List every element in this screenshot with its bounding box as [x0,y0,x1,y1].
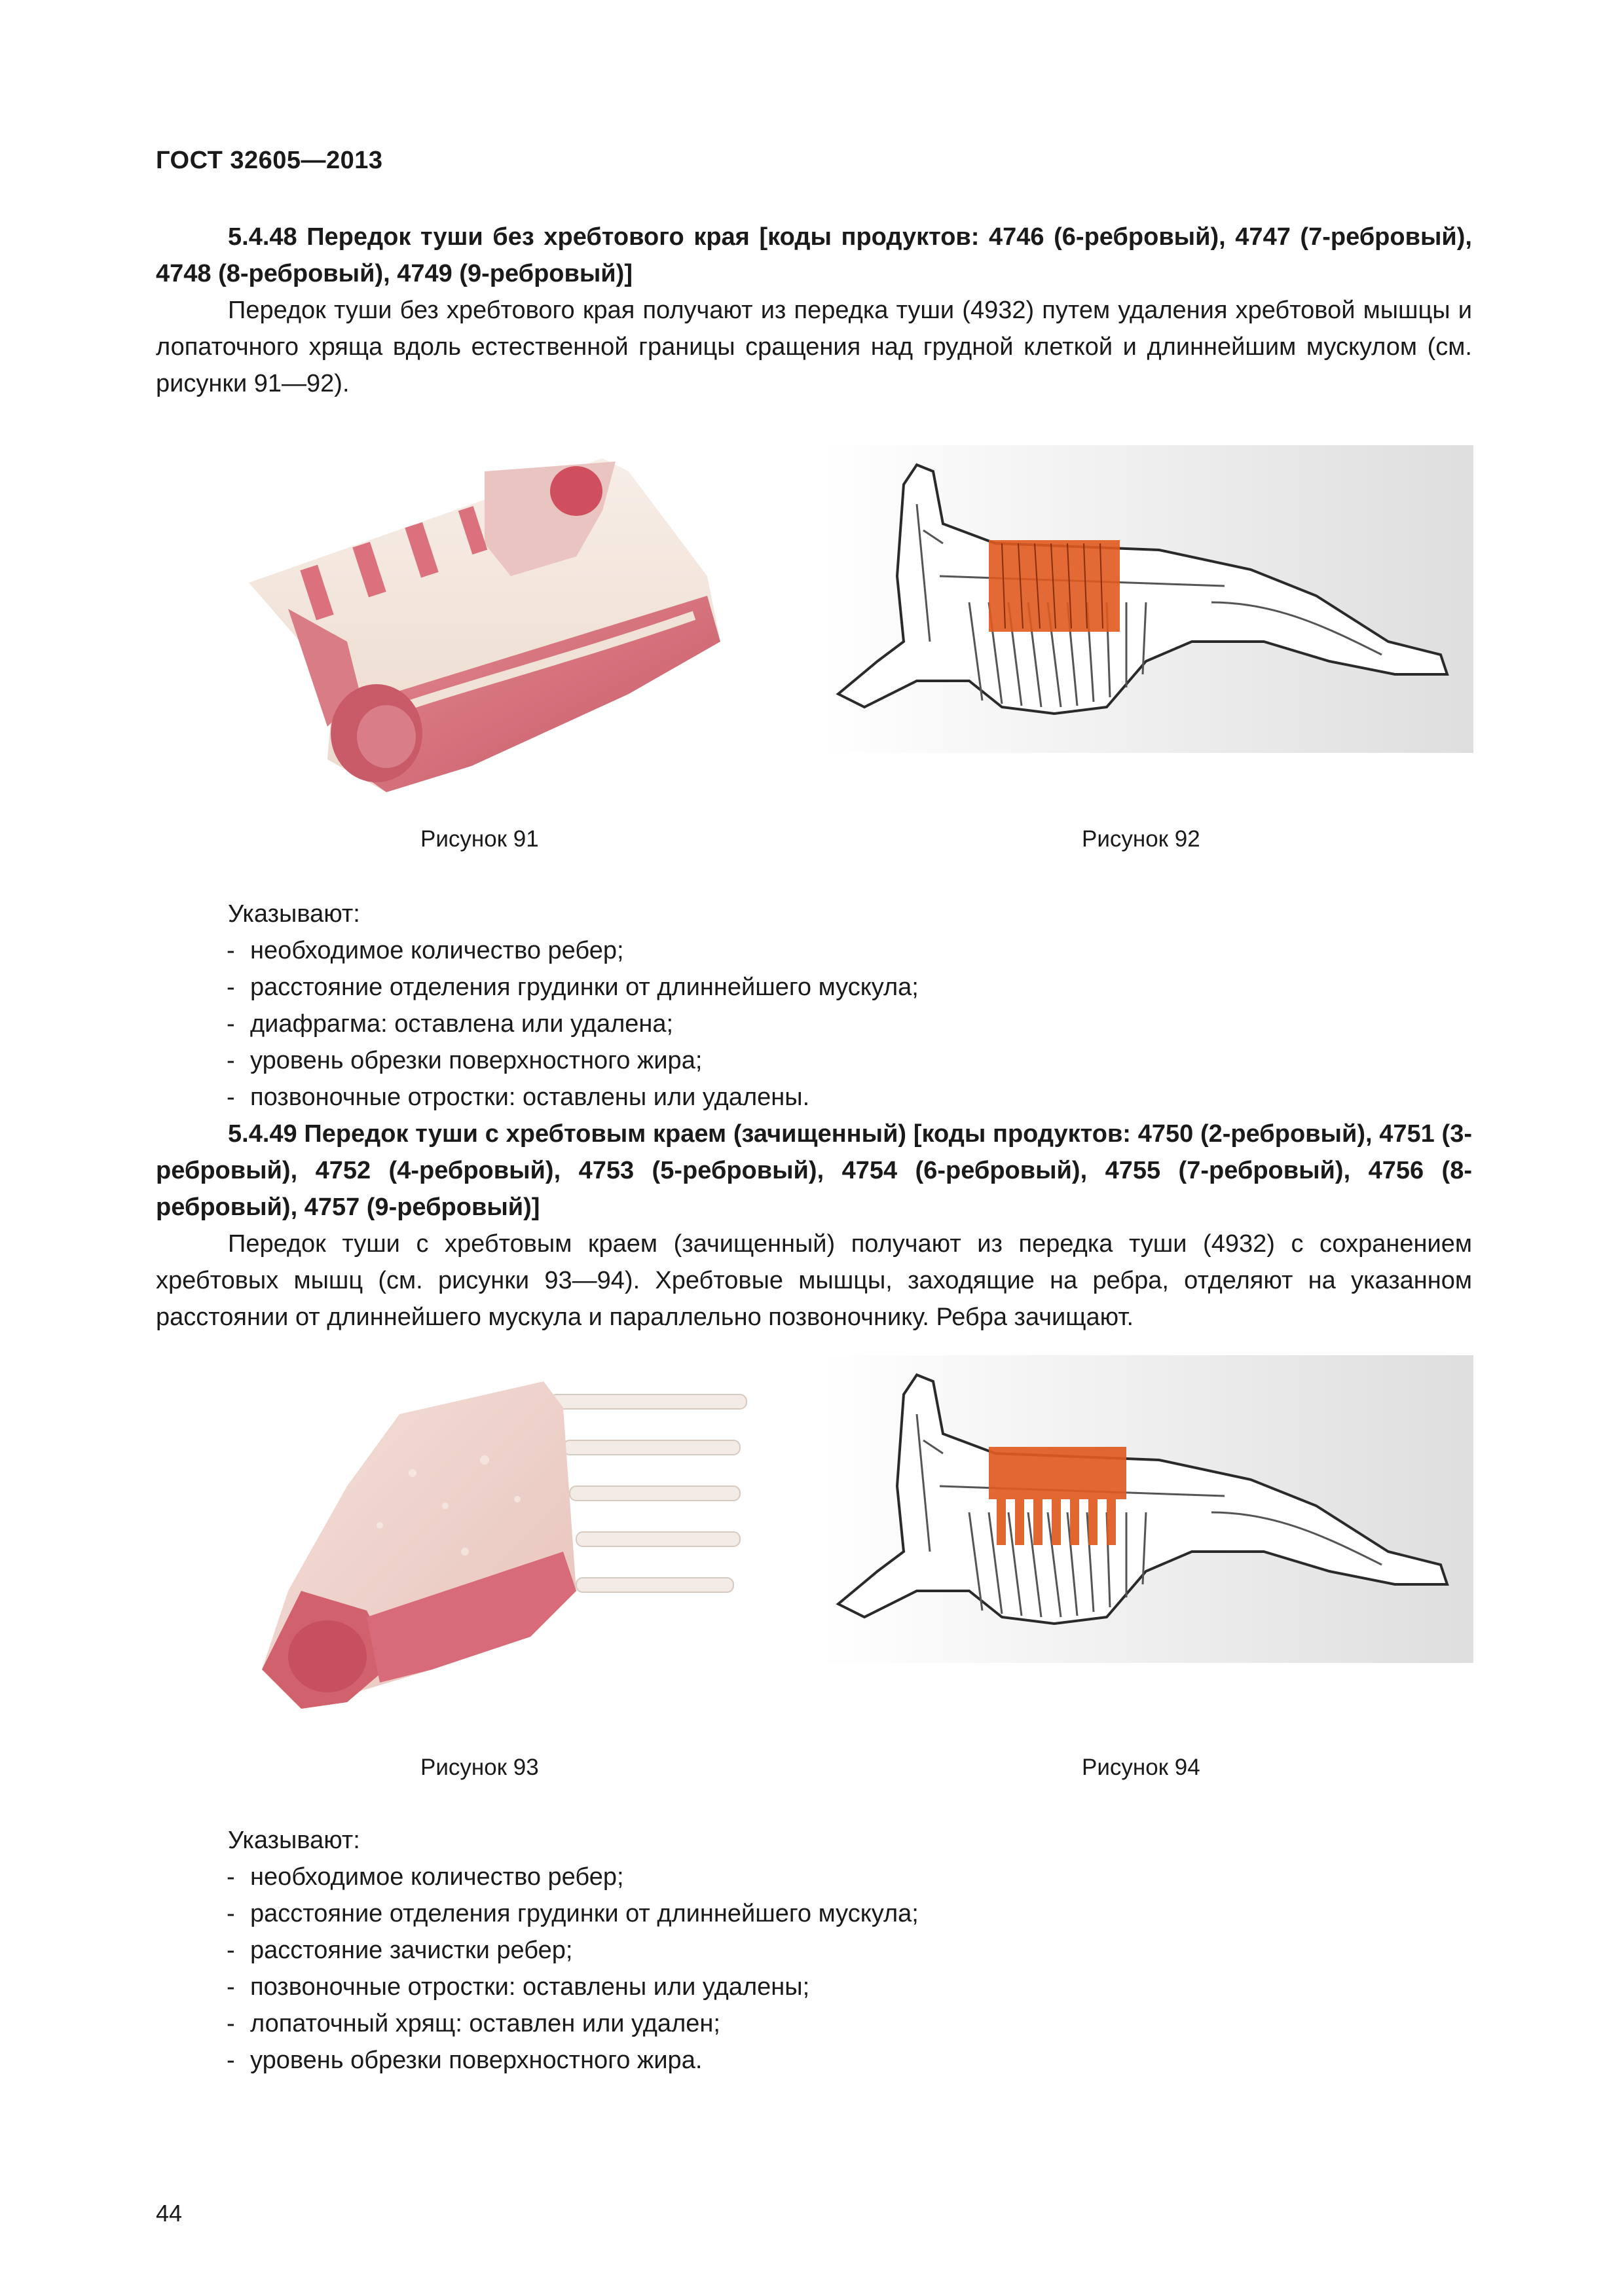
list-item: - позвоночные отростки: оставлены или удалены; [227,1969,1472,2005]
figure-91-caption: Рисунок 91 [420,826,539,852]
list-item: - расстояние зачистки ребер; [227,1932,1472,1969]
list-item: - расстояние отделения грудинки от длиннейшего мускула; [227,1895,1472,1932]
figure-93-caption: Рисунок 93 [420,1755,539,1780]
list-item: - необходимое количество ребер; [227,932,1472,969]
figure-94-image [819,1355,1473,1663]
list-item: - расстояние отделения грудинки от длиннейшего мускула; [227,969,1472,1006]
list-item: - позвоночные отростки: оставлены или удалены. [227,1079,1472,1116]
list-item: - уровень обрезки поверхностного жира; [227,1042,1472,1079]
section-heading: 5.4.49 Передок туши с хребтовым краем (зачищенный) [коды продуктов: 4750 (2-ребровый), 4751 (3-ребровый), 4752 (4-ребровый), 4753 (5-ребровый), 4754 (6-ребровый), 4755 (7-ребровый), 4756 (8-ребровый), 4757 (9-ребровый)] [156,1120,1472,1221]
list-1 [156,896,1472,1336]
section-5-4-48 [156,219,1472,402]
figure-93-image [249,1355,760,1722]
list-lead: Указывают: [228,900,360,928]
figure-91-image [236,445,753,812]
section-heading: 5.4.48 Передок туши без хребтового края [коды продуктов: 4746 (6-ребровый), 4747 (7-ребровый), 4748 (8-ребровый), 4749 (9-ребровый)] [156,223,1472,287]
figure-94-caption: Рисунок 94 [1082,1755,1200,1780]
list-item: - необходимое количество ребер; [227,1859,1472,1895]
document-header: ГОСТ 32605—2013 [156,147,383,174]
section-body: Передок туши без хребтового края получают из передка туши (4932) путем удаления хребтовой мышцы и лопаточного хряща вдоль естественной границы сращения над грудной клеткой и длиннейшим мускулом (см. рисунки 91—92). [156,297,1472,397]
page-number: 44 [156,2200,183,2227]
figure-92-image [819,445,1473,753]
section-body: Передок туши с хребтовым краем (зачищенный) получают из передка туши (4932) с сохранением хребтовых мышц (см. рисунки 93—94). Хребтовые мышцы, заходящие на ребра, отделяют на указанном расстоянии от длиннейшего мускула и параллельно позвоночнику. Ребра зачищают. [156,1230,1472,1331]
figure-92-caption: Рисунок 92 [1082,826,1200,852]
list-2 [156,1822,1472,2079]
list-item: - лопаточный хрящ: оставлен или удален; [227,2005,1472,2042]
list-item: - диафрагма: оставлена или удалена; [227,1006,1472,1042]
list-lead: Указывают: [228,1827,360,1854]
list-item: - уровень обрезки поверхностного жира. [227,2042,1472,2079]
